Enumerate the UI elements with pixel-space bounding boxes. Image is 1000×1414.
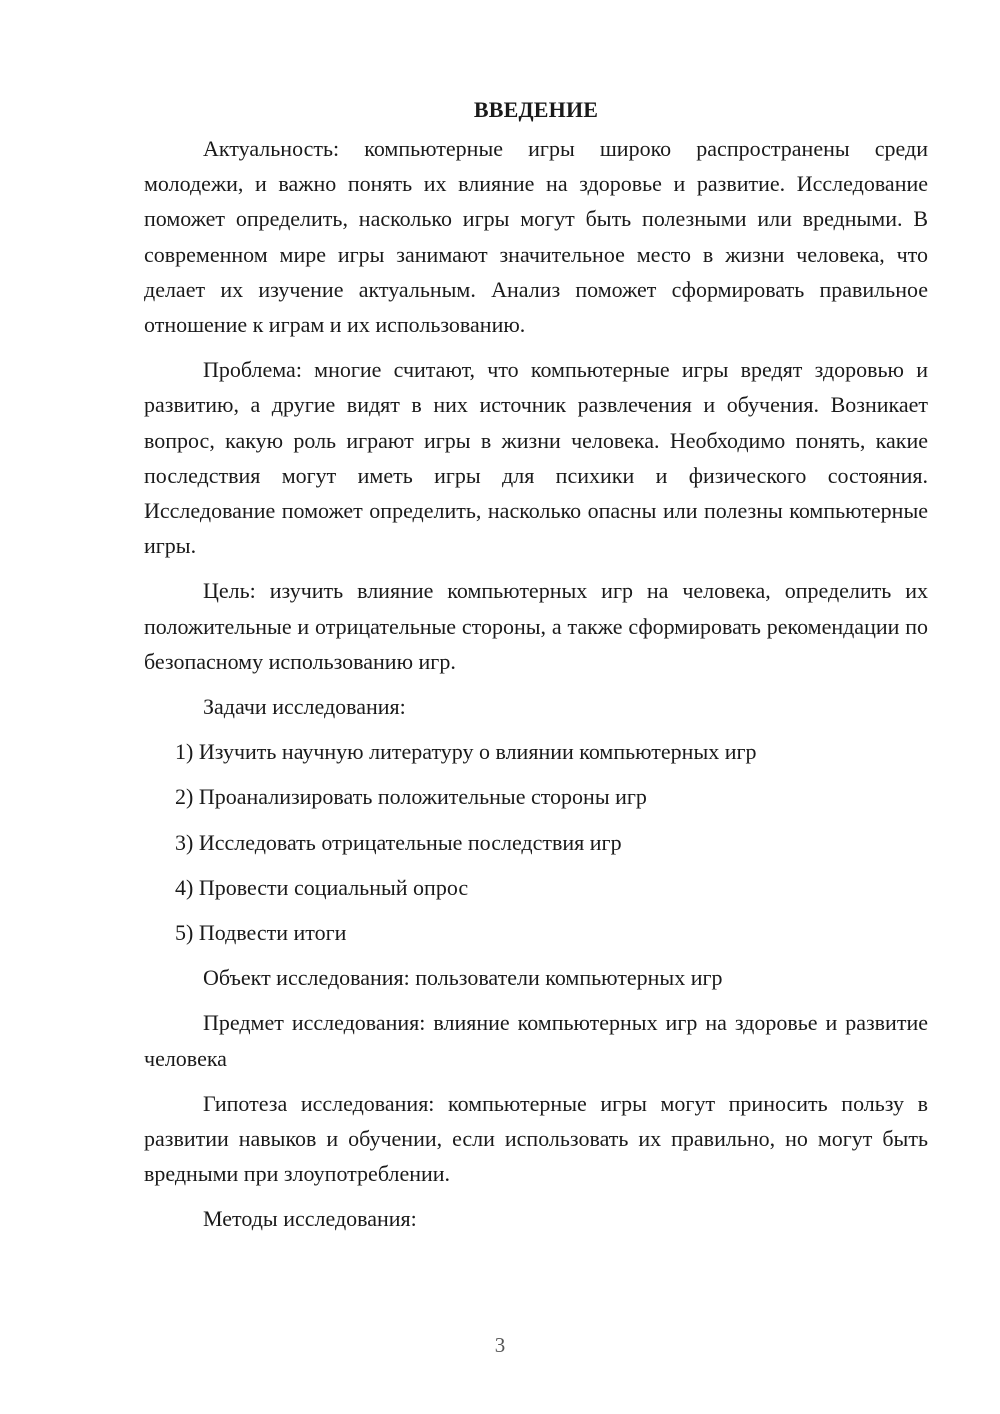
tasks-heading: Задачи исследования: [203, 694, 406, 720]
task-item-5: 5) Подвести итоги [175, 920, 347, 946]
task-item-1: 1) Изучить научную литературу о влиянии компьютерных игр [175, 739, 757, 765]
task-item-2: 2) Проанализировать положительные стороны игр [175, 784, 647, 810]
page-content [144, 92, 928, 1247]
paragraph-subject: Предмет исследования: влияние компьютерных игр на здоровье и развитие человека [144, 1010, 928, 1071]
paragraph-hypothesis: Гипотеза исследования: компьютерные игры могут приносить пользу в развитии навыков и обучении, если использовать их правильно, но могут быть вредными при злоупотреблении. [144, 1090, 928, 1187]
methods-heading: Методы исследования: [203, 1206, 417, 1232]
task-item-3: 3) Исследовать отрицательные последствия игр [175, 829, 622, 855]
page-title: ВВЕДЕНИЕ [473, 97, 599, 122]
page-number: 3 [494, 1333, 506, 1357]
task-item-4: 4) Провести социальный опрос [175, 874, 469, 900]
paragraph-object: Объект исследования: пользователи компьютерных игр [203, 965, 723, 991]
paragraph-problem: Проблема: многие считают, что компьютерные игры вредят здоровью и развитию, а другие видят в них источник развлечения и обучения. Возникает вопрос, какую роль играют игры в жизни человека. Необходимо понять, какие последствия могут иметь игры для психики и физического состояния. Исследование поможет определить, насколько опасны или полезны компьютерные игры. [144, 357, 928, 559]
paragraph-relevance: Актуальность: компьютерные игры широко распространены среди молодежи, и важно понять их влияние на здоровье и развитие. Исследование поможет определить, насколько игры могут быть полезными или вредными. В современном мире игры занимают значительное место в жизни человека, что делает их изучение актуальным. Анализ поможет сформировать правильное отношение к играм и их использованию. [144, 136, 928, 338]
paragraph-goal: Цель: изучить влияние компьютерных игр на человека, определить их положительные и отрицательные стороны, а также сформировать рекомендации по безопасному использованию игр. [144, 578, 928, 674]
